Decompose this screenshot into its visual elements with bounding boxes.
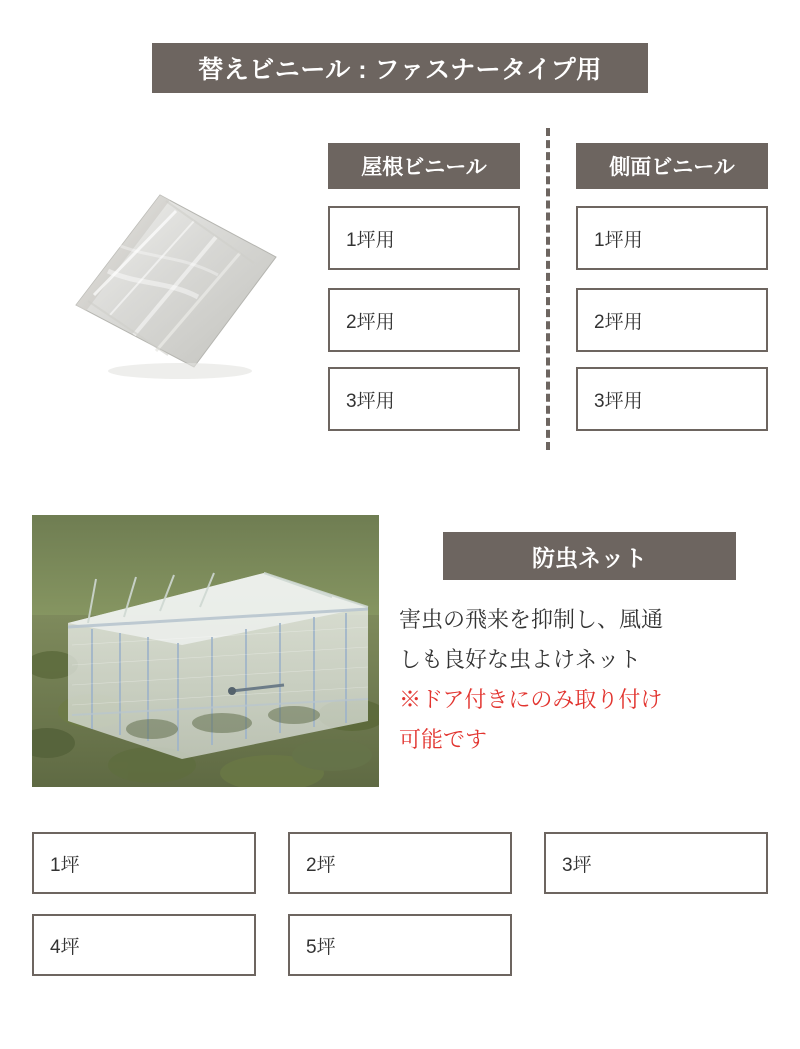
insect-net-photo bbox=[32, 515, 379, 787]
net-desc-line-1: 害虫の飛来を抑制し、風通 bbox=[399, 607, 664, 632]
insect-net-title: 防虫ネット bbox=[443, 532, 736, 580]
net-size-option-3[interactable]: 3坪 bbox=[544, 832, 768, 894]
page-title: 替えビニール : ファスナータイプ用 bbox=[152, 43, 648, 93]
roof-vinyl-header: 屋根ビニール bbox=[328, 143, 520, 189]
net-size-option-4[interactable]: 4坪 bbox=[32, 914, 256, 976]
side-vinyl-option-1[interactable]: 1坪用 bbox=[576, 206, 768, 270]
net-size-option-2[interactable]: 2坪 bbox=[288, 832, 512, 894]
side-vinyl-header: 側面ビニール bbox=[576, 143, 768, 189]
replacement-vinyl-photo bbox=[48, 175, 288, 390]
net-size-option-5[interactable]: 5坪 bbox=[288, 914, 512, 976]
net-size-option-1[interactable]: 1坪 bbox=[32, 832, 256, 894]
roof-vinyl-option-1[interactable]: 1坪用 bbox=[328, 206, 520, 270]
side-vinyl-option-3[interactable]: 3坪用 bbox=[576, 367, 768, 431]
net-desc-line-2: しも良好な虫よけネット bbox=[399, 647, 642, 672]
net-note-line-1: ※ドア付きにのみ取り付け bbox=[399, 687, 663, 712]
column-divider bbox=[546, 128, 550, 450]
roof-vinyl-option-3[interactable]: 3坪用 bbox=[328, 367, 520, 431]
net-note-line-2: 可能です bbox=[399, 727, 488, 752]
insect-net-description bbox=[399, 600, 749, 760]
side-vinyl-option-2[interactable]: 2坪用 bbox=[576, 288, 768, 352]
roof-vinyl-option-2[interactable]: 2坪用 bbox=[328, 288, 520, 352]
